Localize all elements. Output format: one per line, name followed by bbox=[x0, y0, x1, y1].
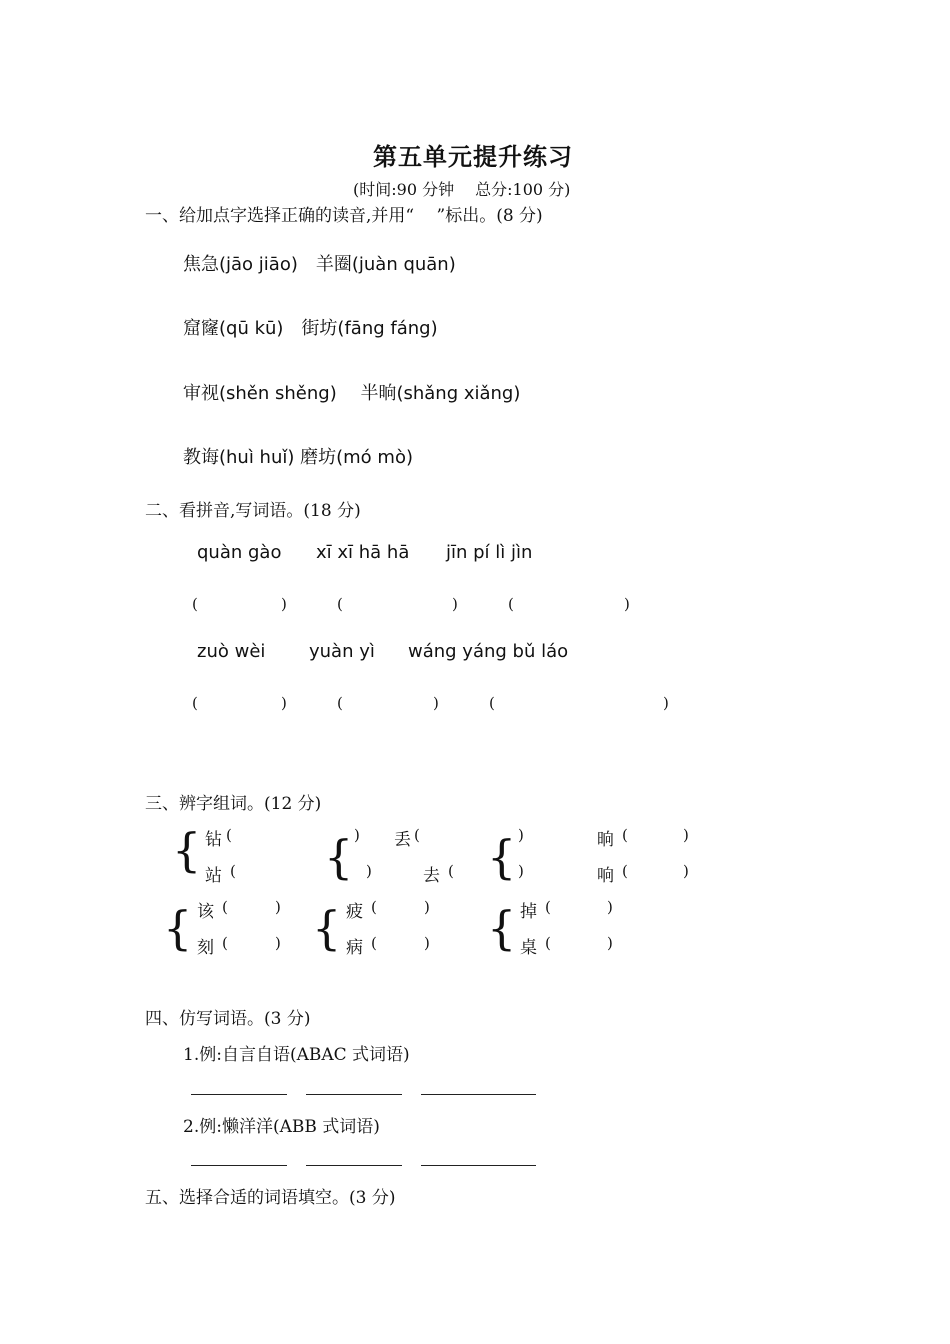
section4-heading: 四、仿写词语。(3 分) bbox=[145, 1009, 311, 1029]
answer-blank-close: ) bbox=[281, 595, 287, 613]
answer-line[interactable] bbox=[306, 1094, 402, 1095]
char-option: 病 bbox=[346, 938, 363, 958]
exam-info: (时间:90 分钟 总分:100 分) bbox=[353, 180, 571, 199]
imitation-example-1: 1.例:自言自语(ABAC 式词语) bbox=[183, 1045, 410, 1065]
answer-blank-open[interactable]: ( bbox=[545, 934, 551, 952]
answer-blank-open[interactable]: ( bbox=[622, 826, 628, 844]
answer-blank-close: ) bbox=[424, 934, 430, 952]
answer-blank-close: ) bbox=[518, 826, 524, 844]
answer-blank-open[interactable]: ( bbox=[371, 898, 377, 916]
answer-blank-open[interactable]: ( bbox=[489, 694, 495, 712]
char-option: 桌 bbox=[520, 938, 537, 958]
answer-blank-close: ) bbox=[275, 898, 281, 916]
section3-heading: 三、辨字组词。(12 分) bbox=[145, 794, 322, 814]
char-option: 钻 bbox=[205, 830, 222, 850]
answer-blank-close: ) bbox=[366, 862, 372, 880]
char-option: 疲 bbox=[346, 902, 363, 922]
answer-blank-close: ) bbox=[607, 898, 613, 916]
answer-line[interactable] bbox=[421, 1165, 536, 1166]
pinyin-prompt: xī xī hā hā bbox=[316, 542, 410, 563]
page-title: 第五单元提升练习 bbox=[373, 142, 573, 171]
char-option: 该 bbox=[197, 902, 214, 922]
pinyin-prompt: yuàn yì bbox=[309, 641, 375, 662]
answer-blank-open[interactable]: ( bbox=[622, 862, 628, 880]
imitation-example-2: 2.例:懒洋洋(ABB 式词语) bbox=[183, 1117, 380, 1137]
pinyin-choice-line: 焦急(jāo jiāo) 羊圈(juàn quān) bbox=[183, 254, 456, 275]
brace-icon: { bbox=[487, 901, 517, 955]
answer-line[interactable] bbox=[191, 1094, 287, 1095]
char-option: 去 bbox=[423, 866, 440, 886]
answer-blank-open[interactable]: ( bbox=[230, 862, 236, 880]
char-option: 丢 bbox=[394, 830, 411, 850]
char-option: 响 bbox=[597, 866, 614, 886]
section2-heading: 二、看拼音,写词语。(18 分) bbox=[145, 501, 361, 521]
answer-blank-close: ) bbox=[452, 595, 458, 613]
char-option: 刻 bbox=[197, 938, 214, 958]
brace-icon: { bbox=[163, 901, 193, 955]
brace-icon: { bbox=[312, 901, 342, 955]
answer-blank-close: ) bbox=[275, 934, 281, 952]
pinyin-prompt: zuò wèi bbox=[197, 641, 266, 662]
answer-line[interactable] bbox=[191, 1165, 287, 1166]
answer-blank-open[interactable]: ( bbox=[192, 595, 198, 613]
char-option: 站 bbox=[205, 866, 222, 886]
answer-line[interactable] bbox=[306, 1165, 402, 1166]
brace-icon: { bbox=[324, 830, 354, 884]
pinyin-prompt: quàn gào bbox=[197, 542, 282, 563]
answer-blank-open[interactable]: ( bbox=[222, 934, 228, 952]
answer-blank-open[interactable]: ( bbox=[337, 595, 343, 613]
answer-blank-close: ) bbox=[683, 826, 689, 844]
answer-blank-open[interactable]: ( bbox=[222, 898, 228, 916]
pinyin-choice-line: 教诲(huì huǐ) 磨坊(mó mò) bbox=[183, 447, 413, 468]
char-option: 掉 bbox=[520, 902, 537, 922]
section1-heading: 一、给加点字选择正确的读音,并用“ ”标出。(8 分) bbox=[145, 206, 543, 226]
answer-blank-open[interactable]: ( bbox=[337, 694, 343, 712]
pinyin-prompt: jīn pí lì jìn bbox=[446, 542, 533, 563]
answer-blank-open[interactable]: ( bbox=[192, 694, 198, 712]
answer-blank-close: ) bbox=[281, 694, 287, 712]
pinyin-prompt: wáng yáng bǔ láo bbox=[408, 641, 569, 662]
answer-blank-close: ) bbox=[433, 694, 439, 712]
brace-icon: { bbox=[172, 823, 202, 877]
answer-blank-open[interactable]: ( bbox=[414, 826, 420, 844]
brace-icon: { bbox=[487, 830, 517, 884]
answer-blank-close: ) bbox=[663, 694, 669, 712]
answer-blank-close: ) bbox=[354, 826, 360, 844]
answer-blank-open[interactable]: ( bbox=[448, 862, 454, 880]
answer-blank-close: ) bbox=[607, 934, 613, 952]
answer-blank-close: ) bbox=[424, 898, 430, 916]
answer-line[interactable] bbox=[421, 1094, 536, 1095]
pinyin-choice-line: 审视(shěn shěng) 半晌(shǎng xiǎng) bbox=[183, 383, 521, 404]
section5-heading: 五、选择合适的词语填空。(3 分) bbox=[145, 1188, 396, 1208]
pinyin-choice-line: 窟窿(qū kū) 街坊(fāng fáng) bbox=[183, 318, 438, 339]
answer-blank-close: ) bbox=[518, 862, 524, 880]
answer-blank-open[interactable]: ( bbox=[508, 595, 514, 613]
answer-blank-open[interactable]: ( bbox=[545, 898, 551, 916]
answer-blank-open[interactable]: ( bbox=[371, 934, 377, 952]
answer-blank-open[interactable]: ( bbox=[226, 826, 232, 844]
char-option: 晌 bbox=[597, 830, 614, 850]
answer-blank-close: ) bbox=[624, 595, 630, 613]
answer-blank-close: ) bbox=[683, 862, 689, 880]
